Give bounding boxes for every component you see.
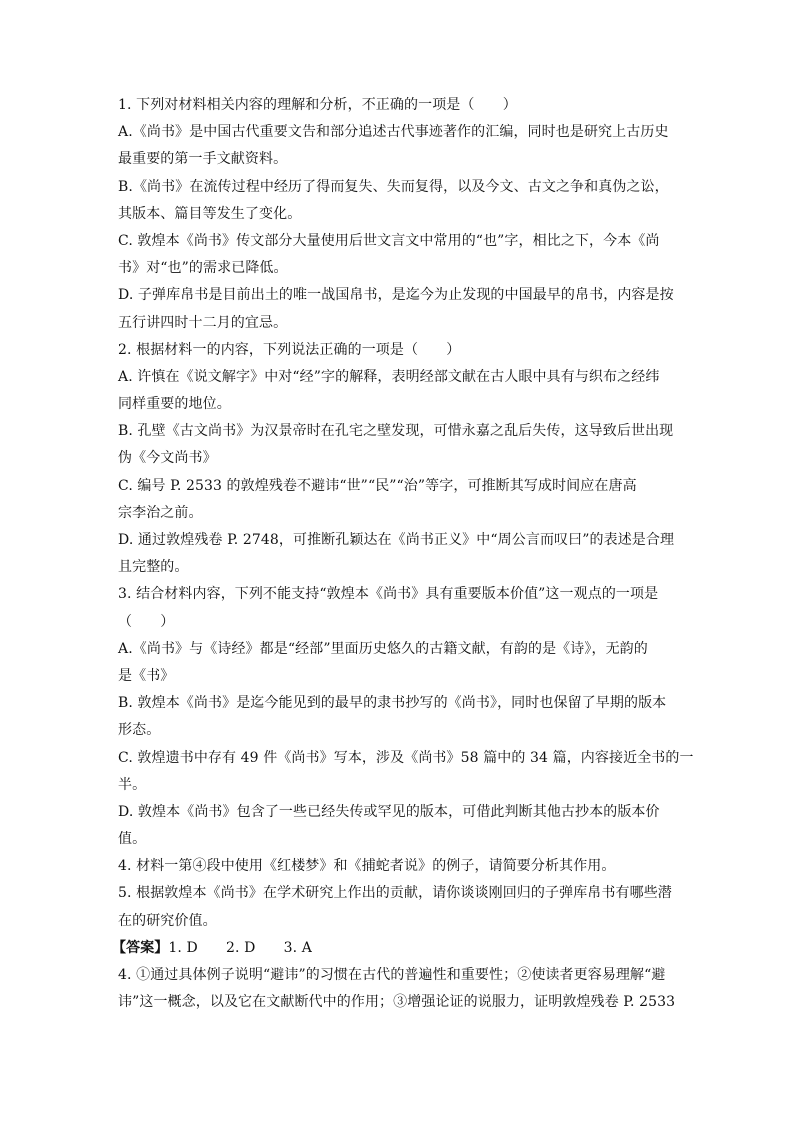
- question-2-option-d-cont: 且完整的。: [118, 559, 189, 576]
- question-2-option-b: B. 孔壁《古文尚书》为汉景帝时在孔宅之壁发现，可惜永嘉之乱后失传，这导致后世出现: [118, 423, 674, 440]
- question-1-option-c-cont: 书》对“也”的需求已降低。: [118, 260, 288, 277]
- question-3-option-d-cont: 值。: [118, 831, 147, 848]
- question-2-option-a-cont: 同样重要的地位。: [118, 396, 231, 413]
- question-1-option-a-cont: 最重要的第一手文献资料。: [118, 151, 288, 168]
- answer-4-line: 4. ①通过具体例子说明“避讳”的习惯在古代的普遍性和重要性；②使读者更容易理解“避: [118, 967, 666, 983]
- question-1-option-d: D. 子弹库帛书是目前出土的唯一战国帛书，是迄今为止发现的中国最早的帛书，内容是按: [118, 287, 674, 304]
- question-2-option-c-cont: 宗李治之前。: [118, 504, 203, 521]
- document-body: [112, 92, 694, 1016]
- question-2-stem: 2. 根据材料一的内容，下列说法正确的一项是（ ）: [118, 341, 461, 358]
- answer-4-line-cont: 讳”这一概念，以及它在文献断代中的作用；③增强论证的说服力，证明敦煌残卷 P. 2533: [118, 994, 676, 1011]
- question-1-option-b: B.《尚书》在流传过程中经历了得而复失、失而复得，以及今文、古文之争和真伪之讼，: [118, 178, 669, 195]
- question-3-stem-cont: （ ）: [118, 613, 175, 630]
- question-5-stem-cont: 在的研究价值。: [118, 912, 217, 929]
- question-5-stem: 5. 根据敦煌本《尚书》在学术研究上作出的贡献，请你谈谈刚回归的子弹库帛书有哪些潜: [118, 885, 672, 902]
- answer-line: [112, 935, 680, 962]
- question-1-option-c: C. 敦煌本《尚书》传文部分大量使用后世文言文中常用的“也”字，相比之下，今本《尚: [118, 232, 660, 249]
- question-3-option-c: C. 敦煌遗书中存有 49 件《尚书》写本，涉及《尚书》58 篇中的 34 篇，内容接近全书的一: [118, 749, 694, 766]
- question-2-option-b-cont: 伪《今文尚书》: [118, 450, 217, 467]
- question-3-stem: 3. 结合材料内容，下列不能支持“敦煌本《尚书》具有重要版本价值”这一观点的一项是: [118, 586, 659, 603]
- question-1-option-b-cont: 其版本、篇目等发生了变化。: [118, 205, 302, 222]
- question-3-option-c-cont: 半。: [118, 776, 147, 793]
- question-3-option-a: A.《尚书》与《诗经》都是“经部”里面历史悠久的古籍文献，有韵的是《诗》，无韵的: [118, 640, 648, 657]
- question-3-option-b-cont: 形态。: [118, 722, 161, 739]
- question-3-option-d: D. 敦煌本《尚书》包含了一些已经失传或罕见的版本，可借此判断其他古抄本的版本价: [118, 803, 660, 820]
- question-2-option-d: D. 通过敦煌残卷 P. 2748，可推断孔颖达在《尚书正义》中“周公言而叹曰”的表述是合理: [118, 532, 675, 548]
- question-1-stem: 1. 下列对材料相关内容的理解和分析，不正确的一项是（ ）: [118, 97, 517, 113]
- answer-choices: 1. D 2. D 3. A: [168, 939, 312, 956]
- question-2-option-c: C. 编号 P. 2533 的敦煌残卷不避讳“世”“民”“治”等字，可推断其写成时间应在唐高: [118, 477, 637, 494]
- question-2-option-a: A. 许慎在《说文解字》中对“经”字的解释，表明经部文献在古人眼中具有与织布之经纬: [118, 368, 660, 385]
- answer-label: 【答案】: [112, 939, 169, 956]
- question-4-stem: 4. 材料一第④段中使用《红楼梦》和《捕蛇者说》的例子，请简要分析其作用。: [118, 858, 616, 875]
- question-1-option-d-cont: 五行讲四时十二月的宜忌。: [118, 314, 288, 331]
- question-1-option-a: A.《尚书》是中国古代重要文告和部分追述古代事迹著作的汇编，同时也是研究上古历史: [118, 124, 669, 141]
- question-3-option-b: B. 敦煌本《尚书》是迄今能见到的最早的隶书抄写的《尚书》，同时也保留了早期的版本: [118, 695, 667, 712]
- question-3-option-a-cont: 是《书》: [118, 667, 175, 684]
